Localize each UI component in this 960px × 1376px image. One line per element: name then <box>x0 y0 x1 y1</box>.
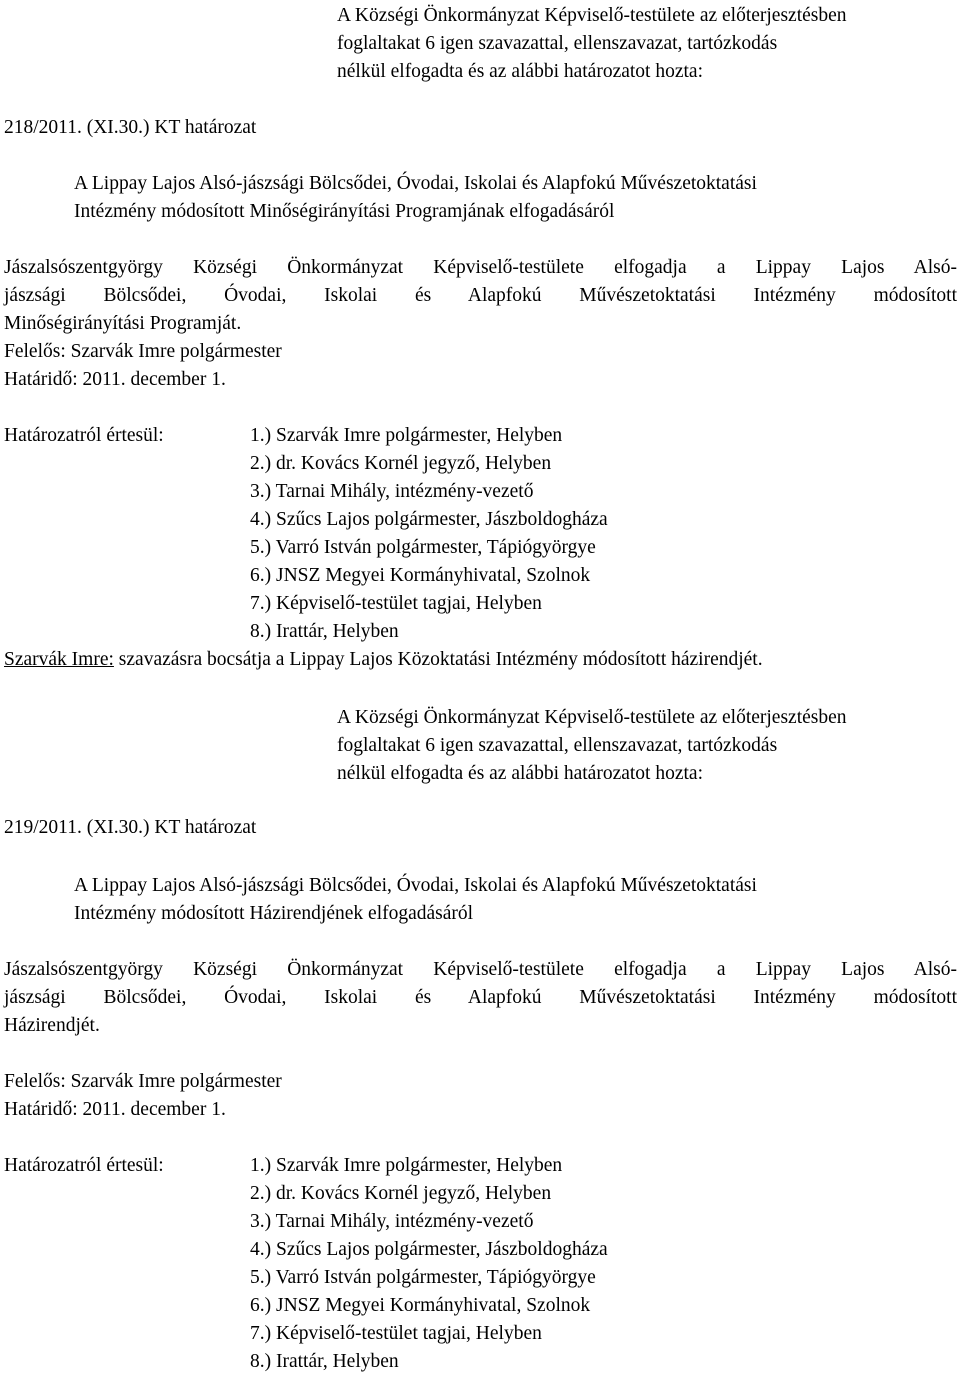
vote-statement-218 <box>337 2 960 86</box>
responsible-line: Felelős: Szarvák Imre polgármester <box>4 1071 282 1092</box>
responsible-block-219 <box>4 1068 957 1124</box>
responsible-line: Felelős: Szarvák Imre polgármester <box>4 341 282 362</box>
recipient-list-219 <box>250 1152 608 1376</box>
vote-line: A Községi Önkormányzat Képviselő-testülete az előterjesztésben <box>337 5 847 26</box>
recipient-item: 2.) dr. Kovács Kornél jegyző, Helyben <box>250 1183 552 1204</box>
recipient-item: 1.) Szarvák Imre polgármester, Helyben <box>250 425 563 446</box>
speech-text: szavazásra bocsátja a Lippay Lajos Közoktatási Intézmény módosított házirendjét. <box>113 649 763 670</box>
recipient-item: 8.) Irattár, Helyben <box>250 621 399 642</box>
recipient-list-218 <box>250 422 608 646</box>
resolution-number-219: 219/2011. (XI.30.) KT határozat <box>4 817 257 838</box>
vote-statement-219 <box>337 704 960 788</box>
recipient-item: 7.) Képviselő-testület tagjai, Helyben <box>250 593 542 614</box>
recipient-item: 3.) Tarnai Mihály, intézmény-vezető <box>250 481 534 502</box>
recipient-item: 4.) Szűcs Lajos polgármester, Jászboldogháza <box>250 1239 608 1260</box>
speech-line <box>4 646 763 674</box>
resolution-title-219 <box>74 872 954 928</box>
resolution-title-218 <box>74 170 954 226</box>
recipient-item: 4.) Szűcs Lajos polgármester, Jászboldogháza <box>250 509 608 530</box>
title-line: Intézmény módosított Minőségirányítási Programjának elfogadásáról <box>74 201 615 222</box>
recipient-item: 5.) Varró István polgármester, Tápiógyörgye <box>250 537 596 558</box>
vote-line: A Községi Önkormányzat Képviselő-testülete az előterjesztésben <box>337 707 847 728</box>
vote-line: foglaltakat 6 igen szavazattal, ellenszavazat, tartózkodás <box>337 33 778 54</box>
body-line: Házirendjét. <box>4 1015 100 1036</box>
deadline-line: Határidő: 2011. december 1. <box>4 1099 226 1120</box>
recipient-item: 6.) JNSZ Megyei Kormányhivatal, Szolnok <box>250 1295 591 1316</box>
notify-label-219: Határozatról értesül: <box>4 1155 164 1176</box>
resolution-body-219 <box>4 956 957 1040</box>
body-line: jászsági Bölcsődei, Óvodai, Iskolai és Alapfokú Művészetoktatási Intézmény módosított <box>4 285 957 306</box>
deadline-line: Határidő: 2011. december 1. <box>4 369 226 390</box>
body-line: Minőségirányítási Programját. <box>4 313 242 334</box>
notify-label-218: Határozatról értesül: <box>4 425 164 446</box>
title-line: Intézmény módosított Házirendjének elfogadásáról <box>74 903 474 924</box>
vote-line: nélkül elfogadta és az alábbi határozatot hozta: <box>337 763 703 784</box>
title-line: A Lippay Lajos Alsó-jászsági Bölcsődei, Óvodai, Iskolai és Alapfokú Művészetoktatási <box>74 875 757 896</box>
recipient-item: 5.) Varró István polgármester, Tápiógyörgye <box>250 1267 596 1288</box>
body-line: Jászalsószentgyörgy Községi Önkormányzat Képviselő-testülete elfogadja a Lippay Lajos Alsó- <box>4 959 957 980</box>
recipient-item: 6.) JNSZ Megyei Kormányhivatal, Szolnok <box>250 565 591 586</box>
resolution-body-218 <box>4 254 957 394</box>
recipient-item: 3.) Tarnai Mihály, intézmény-vezető <box>250 1211 534 1232</box>
recipient-item: 2.) dr. Kovács Kornél jegyző, Helyben <box>250 453 552 474</box>
vote-line: foglaltakat 6 igen szavazattal, ellenszavazat, tartózkodás <box>337 735 778 756</box>
recipient-item: 1.) Szarvák Imre polgármester, Helyben <box>250 1155 563 1176</box>
body-line: Jászalsószentgyörgy Községi Önkormányzat Képviselő-testülete elfogadja a Lippay Lajos Alsó- <box>4 257 957 278</box>
vote-line: nélkül elfogadta és az alábbi határozatot hozta: <box>337 61 703 82</box>
recipient-item: 7.) Képviselő-testület tagjai, Helyben <box>250 1323 542 1344</box>
resolution-number-218: 218/2011. (XI.30.) KT határozat <box>4 117 257 138</box>
body-line: jászsági Bölcsődei, Óvodai, Iskolai és Alapfokú Művészetoktatási Intézmény módosított <box>4 987 957 1008</box>
speaker-name: Szarvák Imre: <box>4 649 114 670</box>
title-line: A Lippay Lajos Alsó-jászsági Bölcsődei, Óvodai, Iskolai és Alapfokú Művészetoktatási <box>74 173 757 194</box>
recipient-item: 8.) Irattár, Helyben <box>250 1351 399 1372</box>
